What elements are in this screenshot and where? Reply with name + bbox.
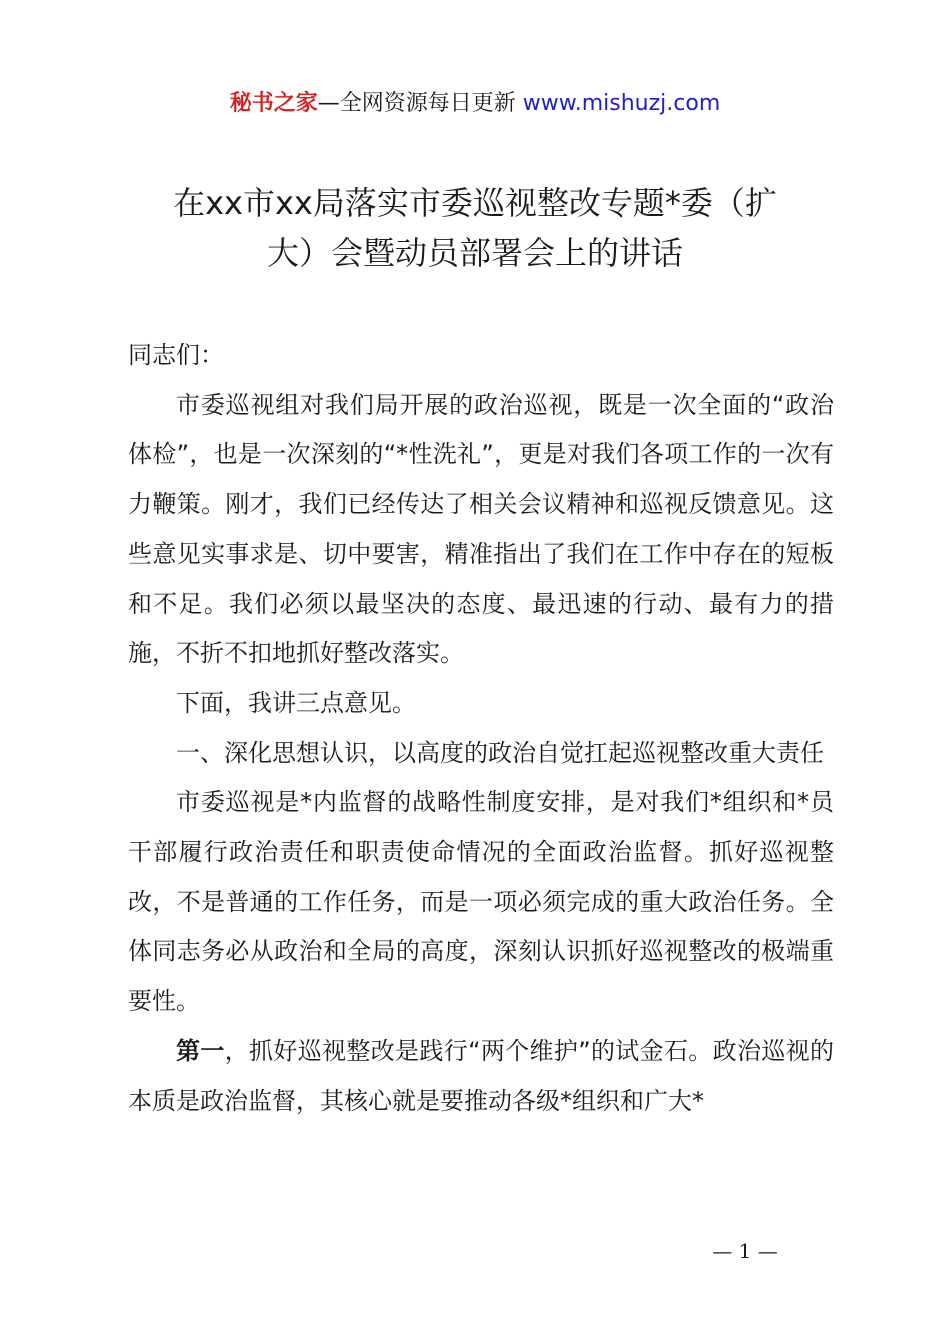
point-1-text: ，抓好巡视整改是践行“两个维护”的试金石。政治巡视的本质是政治监督，其核心就是要推动各级*组织和广大* bbox=[128, 1036, 835, 1115]
document-title bbox=[115, 178, 835, 278]
title-line-2: 大）会暨动员部署会上的讲话 bbox=[266, 234, 683, 272]
brand-name: 秘书之家 bbox=[229, 91, 318, 116]
section-heading-1: 一、深化思想认识，以高度的政治自觉扛起巡视整改重大责任 bbox=[176, 738, 824, 767]
point-1-lead: 第一 bbox=[176, 1036, 225, 1065]
page-number: — 1 — bbox=[712, 1239, 778, 1263]
paragraph-section-1: 市委巡视是*内监督的战略性制度安排，是对我们*组织和*员干部履行政治责任和职责使命情况的全面政治监督。抓好巡视整改，不是普通的工作任务，而是一项必须完成的重大政治任务。全体同志务必从政治和全局的高度，深刻认识抓好巡视整改的极端重要性。 bbox=[128, 788, 834, 1016]
paragraph-intro: 市委巡视组对我们局开展的政治巡视，既是一次全面的“政治体检”，也是一次深刻的“*性洗礼”，更是对我们各项工作的一次有力鞭策。刚才，我们已经传达了相关会议精神和巡视反馈意见。这些意见实事求是、切中要害，精准指出了我们在工作中存在的短板和不足。我们必须以最坚决的态度、最迅速的行动、最有力的措施，不折不扣地抓好整改落实。 bbox=[128, 390, 834, 668]
salutation: 同志们： bbox=[128, 341, 224, 369]
site-banner bbox=[0, 88, 950, 120]
site-url-link[interactable]: www.mishuzj.com bbox=[522, 91, 721, 116]
paragraph-point-1 bbox=[128, 1027, 834, 1126]
paragraph-outline: 下面，我讲三点意见。 bbox=[176, 688, 416, 717]
banner-slogan: —全网资源每日更新 bbox=[317, 91, 523, 116]
title-line-1: 在xx市xx局落实市委巡视整改专题*委（扩 bbox=[173, 184, 777, 222]
document-body bbox=[128, 331, 834, 1126]
